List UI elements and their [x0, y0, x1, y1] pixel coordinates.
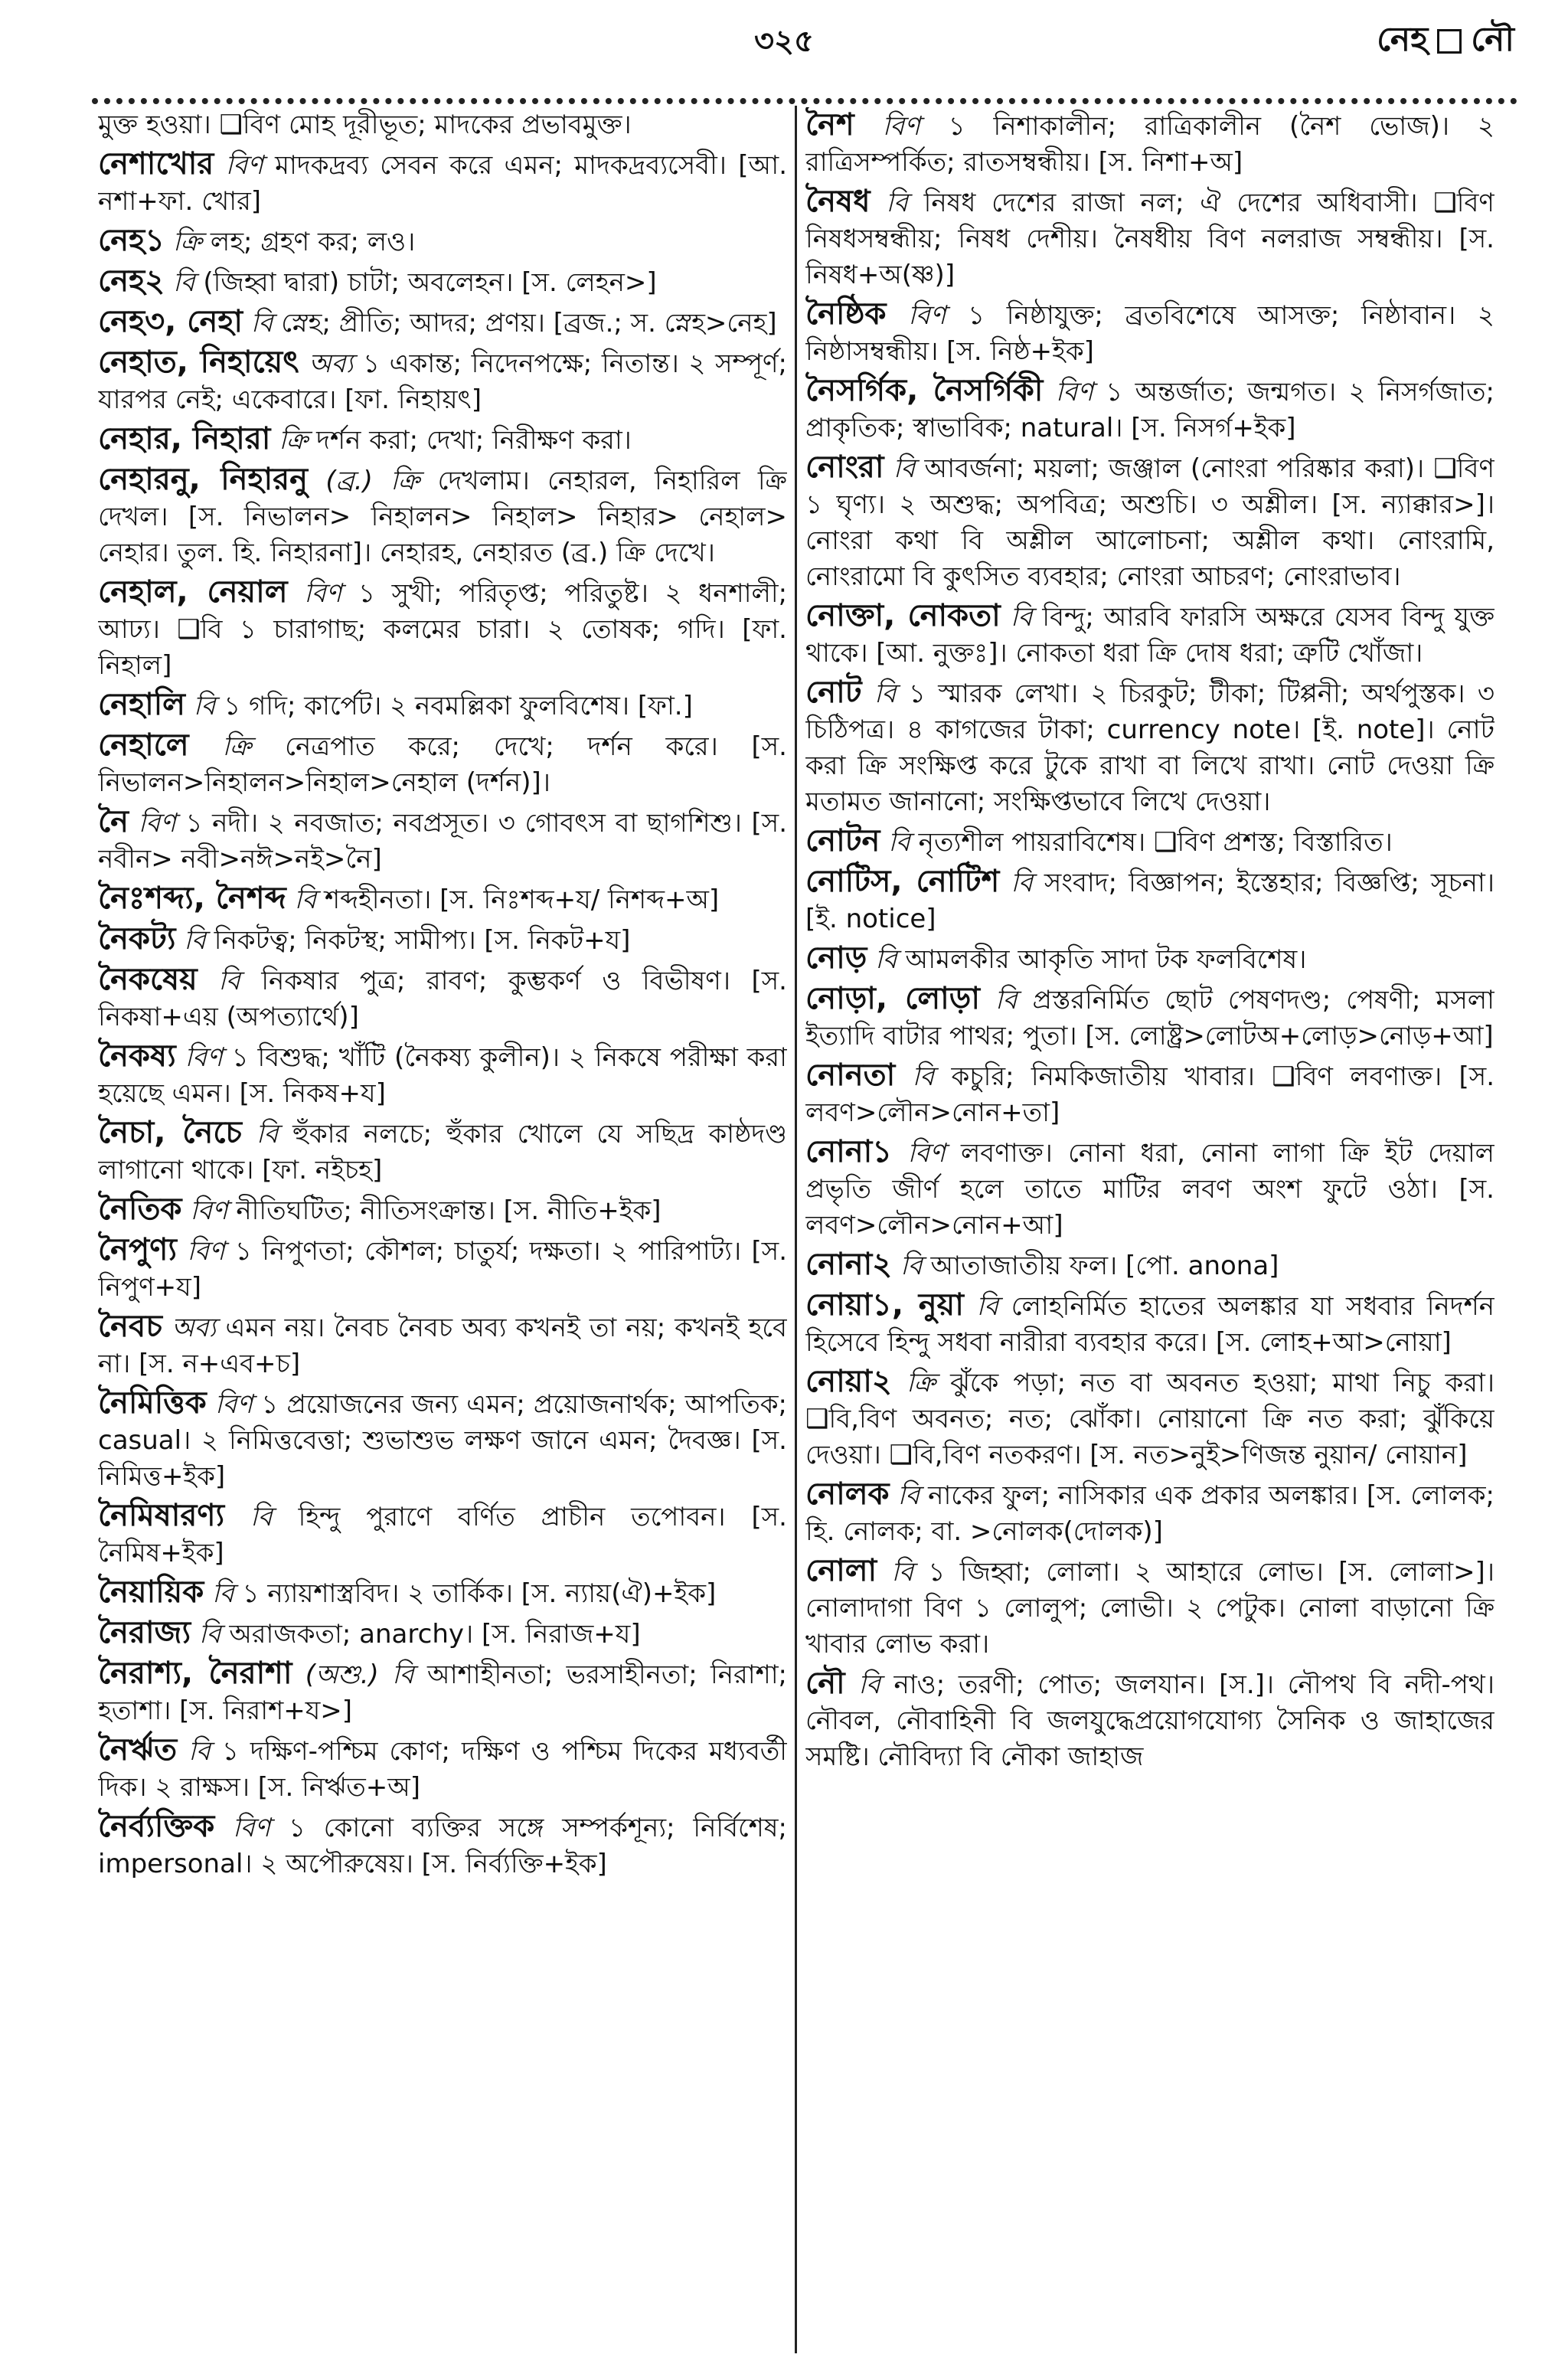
entry-headword: নোংরা — [805, 450, 884, 485]
entry-pos: বিণ — [225, 150, 263, 181]
entry-definition: ১ বিশুদ্ধ; খাঁটি (নৈকষ্য কুলীন)। ২ নিকষে পরীক্ষা করা হয়েছে এমন। [স. নিকষ+য] — [98, 1042, 787, 1109]
dictionary-entry — [98, 1232, 787, 1306]
entry-headword: নেহ২ — [98, 263, 165, 299]
entry-pos: বি — [888, 827, 910, 858]
entry-headword: নৈকট্য — [98, 921, 176, 956]
entry-headword: নৈকষেয় — [98, 962, 198, 997]
entry-pos: অব্য — [309, 348, 354, 379]
dictionary-entry — [98, 1309, 787, 1382]
dictionary-entry — [98, 1574, 787, 1612]
entry-pos: বি — [891, 1557, 914, 1588]
dictionary-entry — [805, 940, 1494, 978]
entry-pos: (অশু.) বি — [305, 1660, 414, 1690]
entry-headword: নৈরাজ্য — [98, 1615, 191, 1650]
dictionary-entry — [98, 1192, 787, 1229]
entry-pos: বি — [294, 885, 317, 915]
entry-pos: বিণ — [185, 1042, 223, 1073]
entry-headword: নেহাত, নিহায়েৎ — [98, 345, 299, 380]
column-divider — [795, 106, 797, 2353]
top-dotted-rule — [92, 98, 1517, 104]
entry-definition: ১ গদি; কার্পেট। ২ নবমল্লিকা ফুলবিশেষ। [ফা.] — [224, 691, 693, 721]
entry-definition: এমন নয়। নৈবচ নৈবচ অব্য কখনই তা নয়; কখনই হবে না। [স. ন+এব+চ] — [98, 1313, 787, 1379]
entry-pos: বি — [250, 1502, 273, 1532]
dictionary-entry — [98, 345, 787, 418]
dictionary-entry — [98, 881, 787, 918]
entry-pos: বিণ — [908, 300, 946, 331]
entry-definition: শব্দহীনতা। [স. নিঃশব্দ+য/ নিশব্দ+অ] — [324, 885, 720, 915]
dictionary-entry — [805, 1134, 1494, 1244]
entry-pos: বি — [995, 985, 1018, 1015]
entry-pos: ক্রি — [279, 425, 309, 456]
entry-pos: বি — [858, 1669, 880, 1700]
entry-definition: হিন্দু পুরাণে বর্ণিত প্রাচীন তপোবন। [স. নৈমিষ+ইক] — [98, 1502, 787, 1568]
entry-pos: বিণ — [882, 111, 920, 142]
entry-headword: নোক্তা, নোকতা — [805, 598, 1001, 633]
guide-word-last: নৌ — [1471, 20, 1514, 59]
entry-definition: হুঁকার নলচে; হুঁকার খোলে যে সছিদ্র কাষ্ঠদণ্ড লাগানো থাকে। [ফা. নইচহ] — [98, 1119, 787, 1185]
entry-pos: বিণ — [1055, 377, 1093, 407]
entry-headword: নোড়া, লোড়া — [805, 981, 980, 1016]
entry-headword: নেহাল, নেয়াল — [98, 574, 288, 610]
entry-headword: নোটন — [805, 823, 880, 858]
dictionary-entry — [98, 1732, 787, 1806]
entry-headword: নৈশ — [805, 107, 854, 142]
entry-pos: বি — [893, 453, 916, 484]
dictionary-entry — [98, 687, 787, 724]
entry-headword: নৈকষ্য — [98, 1038, 176, 1074]
entry-pos: বিণ — [214, 1389, 253, 1420]
entry-pos: বি — [912, 1061, 935, 1092]
entry-definition: মাদকদ্রব্য সেবন করে এমন; মাদকদ্রব্যসেবী। [আ. নশা+ফা. খোর] — [98, 150, 787, 217]
entry-definition: নিকষার পুত্র; রাবণ; কুম্ভকর্ণ ও বিভীষণ। [স. নিকষা+এয় (অপত্যার্থে)] — [98, 966, 787, 1032]
dictionary-entry — [805, 296, 1494, 370]
entry-definition: আতাজাতীয় ফল। [পো. anona] — [930, 1251, 1279, 1281]
entry-definition: নাও; তরণী; পোত; জলযান। [স.]। নৌপথ বি নদী-পথ। নৌবল, নৌবাহিনী বি জলযুদ্ধেপ্রয়োগযোগ্য সৈনিক ও জাহাজের সমষ্টি। নৌবিদ্যা বি নৌকা জাহাজ — [805, 1669, 1494, 1772]
entry-headword: নৈয়ায়িক — [98, 1574, 204, 1610]
entry-definition: ১ নিশাকালীন; রাত্রিকালীন (নৈশ ভোজ)। ২ রাত্রিসম্পর্কিত; রাতসম্বন্ধীয়। [স. নিশা+অ] — [805, 111, 1494, 178]
entry-headword: নৈঃশব্দ্য, নৈশব্দ — [98, 881, 286, 916]
entry-definition: ১ স্মারক লেখা। ২ চিরকুট; টীকা; টিপ্পনী; অর্থপুস্তক। ৩ চিঠিপত্র। ৪ কাগজের টাকা; currency note। [ই. note]। নোট করা ক্রি সংক্ষিপ্ত করে টুকে রাখা বা লিখে রাখা। নোট দেওয়া ক্রি মতামত জানানো; সংক্ষিপ্তভাবে লিখে দেওয়া। — [805, 679, 1494, 817]
entry-headword: নেহ৩, নেহা — [98, 304, 243, 339]
entry-definition: দেখলাম। নেহারল, নিহারিল ক্রি দেখল। [স. নিভালন> নিহালন> নিহাল> নিহার> নেহাল> নেহার। তুল. হি. নিহারনা]। নেহারহ, নেহারত (ব্র.) ক্রি দেখে। — [98, 466, 787, 568]
entry-headword: নোলা — [805, 1553, 877, 1588]
guide-words — [1377, 14, 1514, 70]
dictionary-entry — [98, 1038, 787, 1112]
dictionary-entry — [98, 223, 787, 260]
page-number: ৩২৫ — [754, 24, 814, 59]
entry-definition: ১ নিষ্ঠাযুক্ত; ব্রতবিশেষে আসক্ত; নিষ্ঠাবান। ২ নিষ্ঠাসম্বন্ধীয়। [স. নিষ্ঠ+ইক] — [805, 300, 1494, 367]
entry-headword: নেহারনু, নিহারনু — [98, 462, 309, 497]
dictionary-entry — [805, 864, 1494, 937]
entry-pos: বি — [250, 308, 273, 338]
dictionary-entry — [98, 1498, 787, 1571]
entry-headword: নৈমিষারণ্য — [98, 1498, 225, 1533]
entry-pos: বি — [218, 966, 240, 996]
entry-definition: অরাজকতা; anarchy। [স. নিরাজ+য] — [229, 1619, 641, 1650]
entry-definition: নিষধ দেশের রাজা নল; ঐ দেশের অধিবাসী। ❑বিণ নিষধসম্বন্ধীয়; নিষধ দেশীয়। নৈষধীয় বিণ নলরাজ সম্বন্ধীয়। [স. নিষধ+অ(ষ্ণ)] — [805, 188, 1494, 290]
entry-headword: নোনা২ — [805, 1247, 893, 1282]
entry-definition: ১ নিপুণতা; কৌশল; চাতুর্য; দক্ষতা। ২ পারিপাট্য। [স. নিপুণ+য] — [98, 1236, 787, 1303]
entry-headword: নৈতিক — [98, 1192, 182, 1227]
entry-definition: নৃত্যশীল পায়রাবিশেষ। ❑বিণ প্রশস্ত; বিস্তারিত। — [918, 827, 1393, 858]
entry-headword: নৈ — [98, 804, 129, 839]
dictionary-entry — [805, 1553, 1494, 1663]
entry-definition: স্নেহ; প্রীতি; আদর; প্রণয়। [ব্রজ.; স. স্নেহ>নেহ] — [281, 308, 777, 338]
entry-definition: কচুরি; নিমকিজাতীয় খাবার। ❑বিণ লবণাক্ত। [স. লবণ>লৌন>নোন+তা] — [805, 1061, 1494, 1128]
dictionary-entry — [98, 728, 787, 801]
entry-headword: নেশাখোর — [98, 146, 214, 181]
entry-definition: ১ নদী। ২ নবজাত; নবপ্রসূত। ৩ গোবৎস বা ছাগশিশু। [স. নবীন> নবী>নঈ>নই>নৈ] — [98, 808, 787, 875]
entry-headword: নৈসর্গিক, নৈসর্গিকী — [805, 373, 1044, 408]
entry-headword: নৈপুণ্য — [98, 1232, 177, 1267]
entry-definition: ১ দক্ষিণ-পশ্চিম কোণ; দক্ষিণ ও পশ্চিম দিকের মধ্যবর্তী দিক। ২ রাক্ষস। [স. নির্ঋত+অ] — [98, 1736, 787, 1803]
entry-headword: নোয়া২ — [805, 1364, 892, 1399]
entry-definition: ১ ন্যায়শাস্ত্রবিদ। ২ তার্কিক। [স. ন্যায়(ঐ)+ইক] — [242, 1578, 717, 1609]
dictionary-entry — [805, 1287, 1494, 1361]
entry-pos: বি — [193, 691, 216, 721]
guide-word-first: নেহ — [1377, 20, 1429, 59]
entry-pos: বি — [172, 267, 195, 298]
entry-pos: বি — [198, 1619, 221, 1650]
dictionary-entry — [98, 421, 787, 459]
dictionary-entry — [805, 373, 1494, 446]
square-icon — [1437, 29, 1462, 54]
dictionary-entry — [98, 574, 787, 684]
entry-pos: ক্রি — [906, 1368, 936, 1398]
dictionary-entry — [98, 1385, 787, 1495]
entry-pos: ক্রি — [222, 731, 252, 762]
entry-definition: সংবাদ; বিজ্ঞাপন; ইস্তেহার; বিজ্ঞপ্তি; সূচনা। [ই. notice] — [805, 868, 1494, 934]
entry-headword: নেহ১ — [98, 223, 165, 258]
entry-definition: ১ জিহ্বা; লোলা। ২ আহারে লোভ। [স. লোলা>]। নোলাদাগা বিণ ১ লোলুপ; লোভী। ২ পেটুক। নোলা বাড়ানো ক্রি খাবার লোভ করা। — [805, 1557, 1494, 1660]
dictionary-entry — [805, 1247, 1494, 1284]
dictionary-entry — [98, 263, 787, 301]
right-column — [805, 107, 1494, 2351]
dictionary-entry — [805, 450, 1494, 595]
entry-pos: বি — [900, 1251, 923, 1281]
entry-pos: বি — [874, 679, 897, 709]
entry-definition: বিন্দু; আরবি ফারসি অক্ষরে যেসব বিন্দু যুক্ত থাকে। [আ. নুক্তঃ]। নোকতা ধরা ক্রি দোষ ধরা; ত্রুটি খোঁজা। — [805, 602, 1494, 669]
entry-headword: নেহালি — [98, 687, 185, 722]
dictionary-entry — [805, 675, 1494, 820]
entry-pos: (ব্র.) ক্রি — [325, 466, 420, 496]
dictionary-entry — [98, 1656, 787, 1729]
entry-definition: আশাহীনতা; ভরসাহীনতা; নিরাশা; হতাশা। [স. নিরাশ+য>] — [98, 1660, 787, 1726]
entry-pos: বিণ — [907, 1138, 946, 1169]
entry-headword: নোট — [805, 675, 862, 710]
entry-pos: বিণ — [304, 578, 342, 609]
entry-headword: নোনা১ — [805, 1134, 893, 1169]
entry-headword: নৈষধ — [805, 184, 871, 219]
entry-definition: ১ কোনো ব্যক্তির সঙ্গে সম্পর্কশূন্য; নির্বিশেষ; impersonal। ২ অপৌরুষেয়। [স. নির্ব্যক্তি+ইক] — [98, 1813, 787, 1879]
entry-headword: নৈর্ব্যক্তিক — [98, 1809, 215, 1844]
entry-headword: নৈচা, নৈচে — [98, 1115, 242, 1150]
entry-headword: নৌ — [805, 1666, 845, 1701]
entry-headword: নোড় — [805, 940, 867, 976]
dictionary-entry — [98, 462, 787, 571]
entry-headword: নেহালে — [98, 728, 189, 763]
entry-definition: নিকটত্ব; নিকটস্থ; সামীপ্য। [স. নিকট+য] — [214, 925, 631, 956]
dictionary-entry — [805, 1364, 1494, 1473]
dictionary-entry — [98, 304, 787, 342]
dictionary-entry — [805, 823, 1494, 861]
entry-pos: বি — [184, 925, 206, 956]
dictionary-entry — [98, 146, 787, 220]
dictionary-entry — [98, 1115, 787, 1189]
dictionary-entry — [805, 1666, 1494, 1775]
entry-pos: বিণ — [187, 1236, 225, 1267]
entry-definition: ১ প্রয়োজনের জন্য এমন; প্রয়োজনার্থক; আপতিক; casual। ২ নিমিত্তবেত্তা; শুভাশুভ লক্ষণ জানে এমন; দৈবজ্ঞ। [স. নিমিত্ত+ইক] — [98, 1389, 787, 1492]
entry-pos: বি — [212, 1578, 234, 1609]
entry-definition: ১ একান্ত; নিদেনপক্ষে; নিতান্ত। ২ সম্পূর্ণ; যারপর নেই; একেবারে। [ফা. নিহায়ৎ] — [98, 348, 787, 415]
dictionary-entry — [805, 1476, 1494, 1550]
entry-pos: বিণ — [232, 1813, 271, 1843]
entry-definition: লহ; গ্রহণ কর; লও। — [210, 227, 416, 257]
dictionary-entry — [805, 1058, 1494, 1131]
entry-definition: (জিহ্বা দ্বারা) চাটা; অবলেহন। [স. লেহন>] — [203, 267, 657, 298]
entry-headword: নেহার, নিহারা — [98, 421, 271, 456]
entry-definition: আমলকীর আকৃতি সাদা টক ফলবিশেষ। — [905, 944, 1307, 975]
entry-pos: ক্রি — [172, 227, 203, 257]
entry-headword: নৈরাশ্য, নৈরাশা — [98, 1656, 292, 1691]
dictionary-entry — [98, 107, 787, 143]
left-column — [98, 107, 787, 2351]
entry-definition: নাকের ফুল; নাসিকার এক প্রকার অলঙ্কার। [স. লোলক; হি. নোলক; বা. >নোলক(দোলক)] — [805, 1480, 1494, 1547]
entry-definition: আবর্জনা; ময়লা; জঞ্জাল (নোংরা পরিষ্কার করা)। ❑বিণ ১ ঘৃণ্য। ২ অশুদ্ধ; অপবিত্র; অশুচি। ৩ অশ্লীল। [স. ন্যাক্কার>]। নোংরা কথা বি অশ্লীল আলোচনা; অশ্লীল কথা। নোংরামি, নোংরামো বি কুৎসিত ব্যবহার; নোংরা আচরণ; নোংরাভাব। — [805, 453, 1494, 592]
dictionary-entry — [805, 981, 1494, 1055]
entry-headword: নোটিস, নোটিশ — [805, 864, 1000, 899]
entry-pos: বিণ — [190, 1195, 228, 1226]
entry-definition: ১ অন্তর্জাত; জন্মগত। ২ নিসর্গজাত; প্রাকৃতিক; স্বাভাবিক; natural। [স. নিসর্গ+ইক] — [805, 377, 1494, 443]
entry-definition: নেত্রপাত করে; দেখে; দর্শন করে। [স. নিভালন>নিহালন>নিহাল>নেহাল (দর্শন)]। — [98, 731, 787, 798]
entry-pos: বি — [897, 1480, 920, 1511]
dictionary-entry — [805, 598, 1494, 672]
dictionary-entry — [805, 184, 1494, 293]
entry-pos: অব্য — [172, 1313, 217, 1343]
entry-pos: বিণ — [138, 808, 176, 839]
entry-headword: নৈমিত্তিক — [98, 1385, 207, 1421]
entry-headword: নৈর্ঋত — [98, 1732, 178, 1767]
entry-definition: নীতিঘটিত; নীতিসংক্রান্ত। [স. নীতি+ইক] — [236, 1195, 662, 1226]
entry-headword: নৈবচ — [98, 1309, 162, 1344]
entry-headword: নোনতা — [805, 1058, 896, 1093]
dictionary-entry — [98, 921, 787, 959]
entry-pos: বি — [1011, 868, 1033, 898]
dictionary-entry — [98, 962, 787, 1035]
entry-headword: নৈষ্ঠিক — [805, 296, 887, 332]
entry-pos: বি — [886, 188, 908, 218]
entry-pos: বি — [1010, 602, 1033, 633]
dictionary-entry — [98, 1809, 787, 1882]
entry-headword: নোয়া১, নুয়া — [805, 1287, 964, 1323]
entry-definition: ১ সুখী; পরিতৃপ্ত; পরিতুষ্ট। ২ ধনশালী; আঢ্য। ❑বি ১ চারাগাছ; কলমের চারা। ২ তোষক; গদি। [ফা. নিহাল] — [98, 578, 787, 681]
dictionary-entry — [98, 804, 787, 878]
dictionary-entry — [98, 1615, 787, 1653]
entry-pos: বি — [256, 1119, 279, 1149]
entry-definition: ঝুঁকে পড়া; নত বা অবনত হওয়া; মাথা নিচু করা। ❑বি,বিণ অবনত; নত; ঝোঁকা। নোয়ানো ক্রি নত করা; ঝুঁকিয়ে দেওয়া। ❑বি,বিণ নতকরণ। [স. নত>নুই>ণিজন্ত নুয়ান/ নোয়ান] — [805, 1368, 1494, 1470]
entry-definition: লোহনির্মিত হাতের অলঙ্কার যা সধবার নিদর্শন হিসেবে হিন্দু সধবা নারীরা ব্যবহার করে। [স. লোহ+আ>নোয়া] — [805, 1291, 1494, 1358]
entry-headword: নোলক — [805, 1476, 890, 1512]
entry-pos: বি — [976, 1291, 999, 1322]
entry-definition: মুক্ত হওয়া। ❑বিণ মোহ দূরীভূত; মাদকের প্রভাবমুক্ত। — [98, 110, 632, 140]
dictionary-entry — [805, 107, 1494, 181]
entry-definition: দর্শন করা; দেখা; নিরীক্ষণ করা। — [316, 425, 632, 456]
entry-pos: বি — [188, 1736, 211, 1767]
entry-pos: বি — [875, 944, 897, 975]
entry-definition: লবণাক্ত। নোনা ধরা, নোনা লাগা ক্রি ইট দেয়াল প্রভৃতি জীর্ণ হলে তাতে মাটির লবণ অংশ ফুটে ওঠা। [স. লবণ>লৌন>নোন+আ] — [805, 1138, 1494, 1241]
entry-definition: প্রস্তরনির্মিত ছোট পেষণদণ্ড; পেষণী; মসলা ইত্যাদি বাটার পাথর; পুতা। [স. লোষ্ট্র>লোটঅ+লোড়>নোড়+আ] — [805, 985, 1494, 1051]
